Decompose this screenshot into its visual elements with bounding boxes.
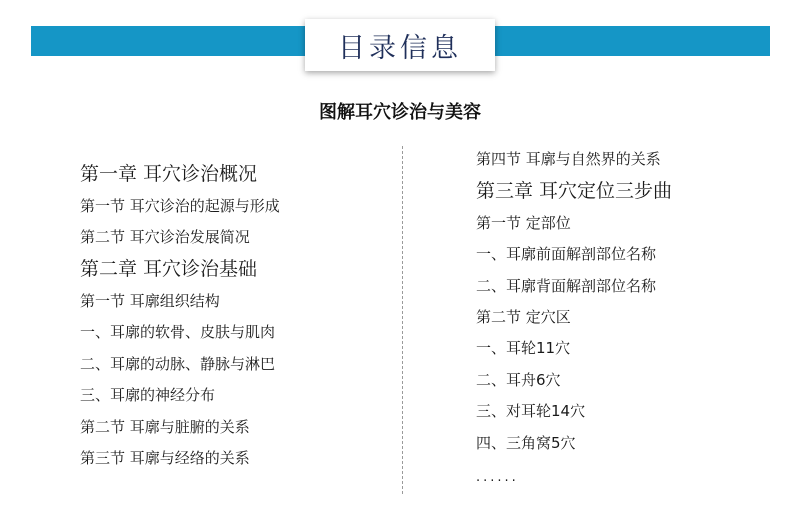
toc-item-entry: 三、耳廓的神经分布 bbox=[80, 386, 216, 404]
toc-item-entry: 一、耳廓的软骨、皮肤与肌肉 bbox=[80, 323, 276, 341]
toc-chapter-entry: 第三章 耳穴定位三步曲 bbox=[476, 180, 673, 202]
toc-section-entry: 第一节 定部位 bbox=[476, 214, 571, 232]
toc-chapter-entry: 第二章 耳穴诊治基础 bbox=[80, 258, 258, 280]
toc-ellipsis-entry: ...... bbox=[476, 470, 519, 485]
toc-section-entry: 第一节 耳廓组织结构 bbox=[80, 292, 220, 310]
toc-item-entry: 一、耳轮11穴 bbox=[476, 339, 571, 357]
banner-title: 目录信息 bbox=[338, 32, 462, 64]
toc-item-entry: 二、耳廓背面解剖部位名称 bbox=[476, 276, 657, 295]
toc-item-entry: 三、对耳轮14穴 bbox=[476, 402, 586, 420]
toc-right-column bbox=[476, 144, 672, 487]
toc-item-entry: 四、三角窝5穴 bbox=[476, 433, 576, 452]
toc-chapter-entry: 第一章 耳穴诊治概况 bbox=[80, 163, 258, 185]
column-divider bbox=[402, 146, 403, 494]
toc-left-column bbox=[80, 158, 280, 474]
toc-section-entry: 第二节 耳廓与脏腑的关系 bbox=[80, 417, 250, 436]
book-title: 图解耳穴诊治与美容 bbox=[319, 102, 481, 123]
toc-section-entry: 第二节 耳穴诊治发展简况 bbox=[80, 228, 250, 246]
toc-item-entry: 二、耳舟6穴 bbox=[476, 370, 561, 389]
toc-section-entry: 第四节 耳廓与自然界的关系 bbox=[476, 150, 661, 168]
toc-section-entry: 第二节 定穴区 bbox=[476, 308, 571, 326]
banner-box bbox=[305, 19, 495, 71]
toc-item-entry: 二、耳廓的动脉、静脉与淋巴 bbox=[80, 354, 276, 373]
toc-section-entry: 第三节 耳廓与经络的关系 bbox=[80, 448, 250, 467]
toc-item-entry: 一、耳廓前面解剖部位名称 bbox=[476, 245, 657, 263]
toc-section-entry: 第一节 耳穴诊治的起源与形成 bbox=[80, 197, 280, 215]
